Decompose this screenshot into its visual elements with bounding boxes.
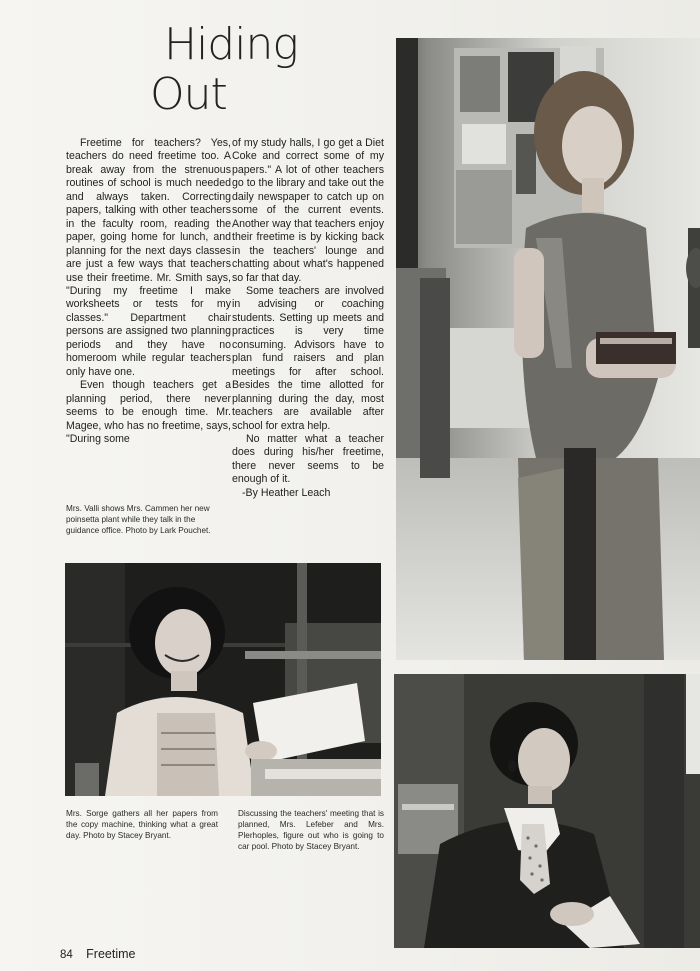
article-left-column	[66, 137, 231, 446]
photo-valli-cammen-image	[396, 38, 700, 660]
caption-lefeber-photo: Discussing the teachers' meeting that is planned, Mrs. Lefeber and Mrs. Plerhoples, figure out who is going to car pool. Photo by Stacey Bryant.	[238, 809, 384, 851]
page-footer	[60, 947, 135, 961]
section-name: Freetime	[86, 947, 136, 961]
page-number: 84	[60, 949, 73, 961]
photo-sorge-image	[65, 563, 381, 796]
photo-valli-cammen	[396, 38, 700, 660]
headline-line-1: Hiding	[164, 19, 298, 70]
article-right-column	[232, 137, 384, 500]
photo-lefeber-image	[394, 674, 700, 948]
article-paragraph: Some teachers are involved in advising or coaching students. Setting up meets and practices is very time consuming. Advisors have to plan fund raisers and plan meetings for after school. Besides the time allotted for planning during the day, most teachers are available after school for extra help.	[232, 284, 384, 432]
photo-lefeber-plerhoples	[394, 674, 700, 948]
article-paragraph: No matter what a teacher does during his/her freetime, there never seems to be enough of it.	[232, 432, 384, 486]
headline	[150, 20, 330, 120]
article-paragraph: Freetime for teachers? Yes, teachers do need freetime too. A break away from the strenuous routines of school is much needed and always taken. Correcting papers, talking with other teachers in the faculty room, reading the paper, going home for lunch, and planning for the next days classes are just a few ways that teachers use their freetime. Mr. Smith says, "During my freetime I make worksheets or tests for my classes." Department chair persons are assigned two planning periods and they have no homeroom while regular teachers only have one.	[66, 137, 231, 378]
headline-line-2: Out	[150, 69, 227, 120]
article-paragraph: Even though teachers get a planning period, there never seems to be enough time. Mr. Magee, who has no freetime, says, "During some	[66, 379, 231, 445]
byline: -By Heather Leach	[242, 486, 331, 499]
article-paragraph: of my study halls, I go get a Diet Coke and correct some of my papers." A lot of other teachers go to the library and take out the daily newspaper to catch up on some of the current events. Another way that teachers enjoy their freetime is by kicking back in the teachers' lounge and chatting about what's happened so far that day.	[232, 137, 384, 284]
caption-sorge-photo: Mrs. Sorge gathers all her papers from the copy machine, thinking what a great day. Photo by Stacey Bryant.	[66, 809, 218, 840]
photo-sorge	[65, 563, 381, 796]
caption-valli-photo: Mrs. Valli shows Mrs. Cammen her new poinsetta plant while they talk in the guidance office. Photo by Lark Pouchet.	[66, 504, 211, 535]
